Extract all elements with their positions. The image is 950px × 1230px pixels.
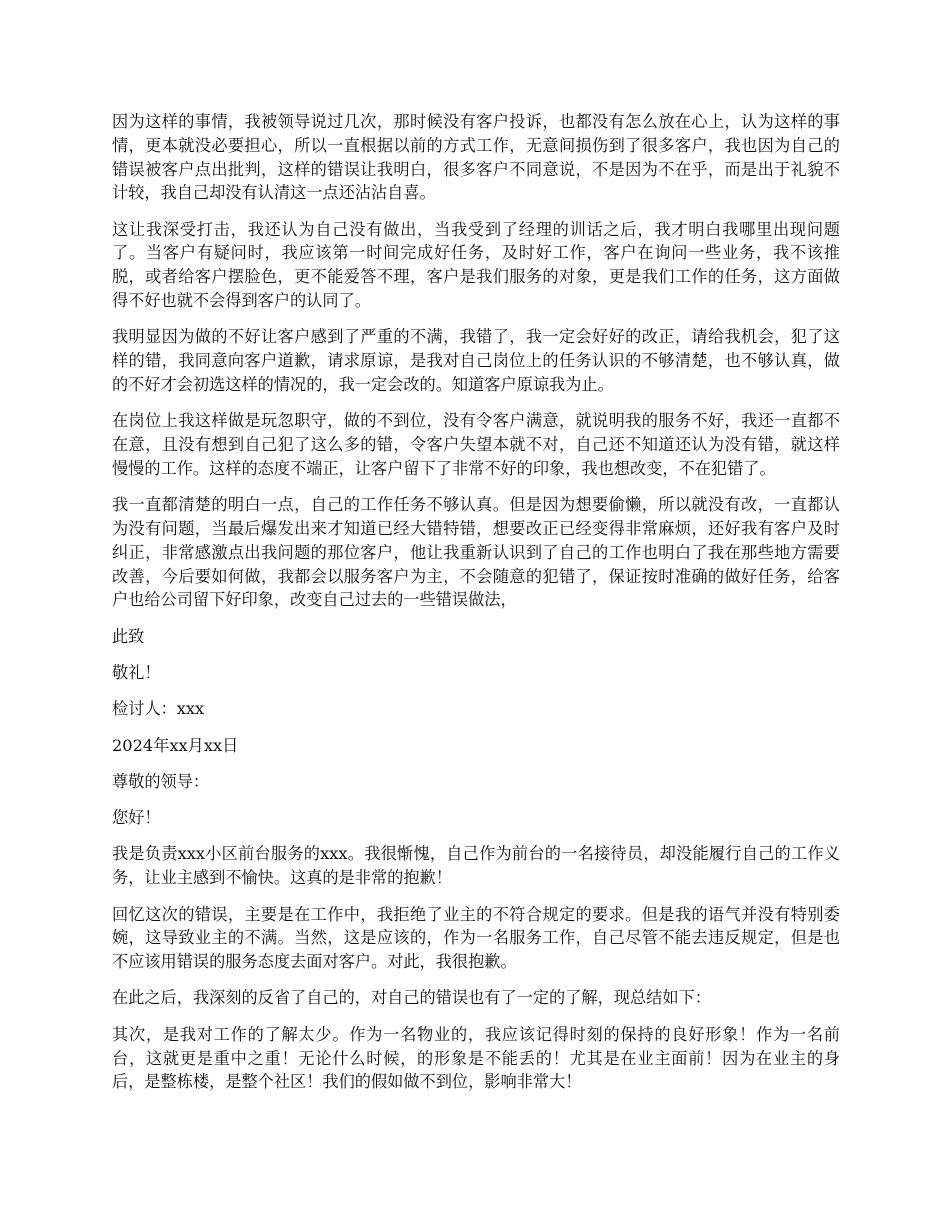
paragraph: 我明显因为做的不好让客户感到了严重的不满，我错了，我一定会好好的改正，请给我机会，犯了这样的错，我同意向客户道歉，请求原谅，是我对自己岗位上的任务认识的不够清楚，也不够认真，做的不好才会初选这样的情况的，我一定会改的。知道客户原谅我为止。 [112,327,840,394]
document-body [112,110,840,1107]
closing-regards: 敬礼！ [112,662,161,682]
greeting-salutation: 尊敬的领导： [112,771,210,791]
paragraph: 在岗位上我这样做是玩忽职守，做的不到位，没有令客户满意，就说明我的服务不好，我还一直都不在意，且没有想到自己犯了这么多的错，令客户失望本就不对，自己还不知道还认为没有错，就这样慢慢的工作。这样的态度不端正，让客户留下了非常不好的印象，我也想改变，不在犯错了。 [112,411,840,478]
greeting: 您好！ [112,808,161,828]
paragraph: 回忆这次的错误，主要是在工作中，我拒绝了业主的不符合规定的要求。但是我的语气并没有特别委婉，这导致业主的不满。当然，这是应该的，作为一名服务工作，自己尽管不能去违反规定，但是也不应该用错误的服务态度去面对客户。对此，我很抱歉。 [112,904,840,972]
date-line: 2024年xx月xx日 [112,735,239,755]
paragraph: 其次，是我对工作的了解太少。作为一名物业的，我应该记得时刻的保持的良好形象！作为一名前台，这就更是重中之重！无论什么时候，的形象是不能丢的！尤其是在业主面前！因为在业主的身后，是整栋楼，是整个社区！我们的假如做不到位，影响非常大！ [112,1024,840,1092]
paragraph: 我一直都清楚的明白一点，自己的工作任务不够认真。但是因为想要偷懒，所以就没有改，一直都认为没有问题，当最后爆发出来才知道已经大错特错，想要改正已经变得非常麻烦，还好我有客户及时纠正，非常感激点出我问题的那位客户，他让我重新认识到了自己的工作也明白了我在那些地方需要改善，今后要如何做，我都会以服务客户为主，不会随意的犯错了，保证按时准确的做好任务，给客户也给公司留下好印象，改变自己过去的一些错误做法， [112,495,840,610]
signature-line: 检讨人：xxx [112,699,205,719]
paragraph: 这让我深受打击，我还认为自己没有做出，当我受到了经理的训话之后，我才明白我哪里出现问题了。当客户有疑问时，我应该第一时间完成好任务，及时好工作，客户在询问一些业务，我不该推脱，或者给客户摆脸色，更不能爱答不理，客户是我们服务的对象，更是我们工作的任务，这方面做得不好也就不会得到客户的认同了。 [112,219,840,311]
closing-salutation: 此致 [112,626,145,646]
paragraph: 在此之后，我深刻的反省了自己的，对自己的错误也有了一定的了解，现总结如下： [112,988,711,1008]
paragraph: 我是负责xxx小区前台服务的xxx。我很惭愧，自己作为前台的一名接待员，却没能履行自己的工作义务，让业主感到不愉快。这真的是非常的抱歉！ [112,844,840,888]
paragraph: 因为这样的事情，我被领导说过几次，那时候没有客户投诉，也都没有怎么放在心上，认为这样的事情，更本就没必要担心，所以一直根据以前的方式工作，无意间损伤到了很多客户，我也因为自己的错误被客户点出批判，这样的错误让我明白，很多客户不同意说，不是因为不在乎，而是出于礼貌不计较，我自己却没有认清这一点还沾沾自喜。 [112,112,840,203]
